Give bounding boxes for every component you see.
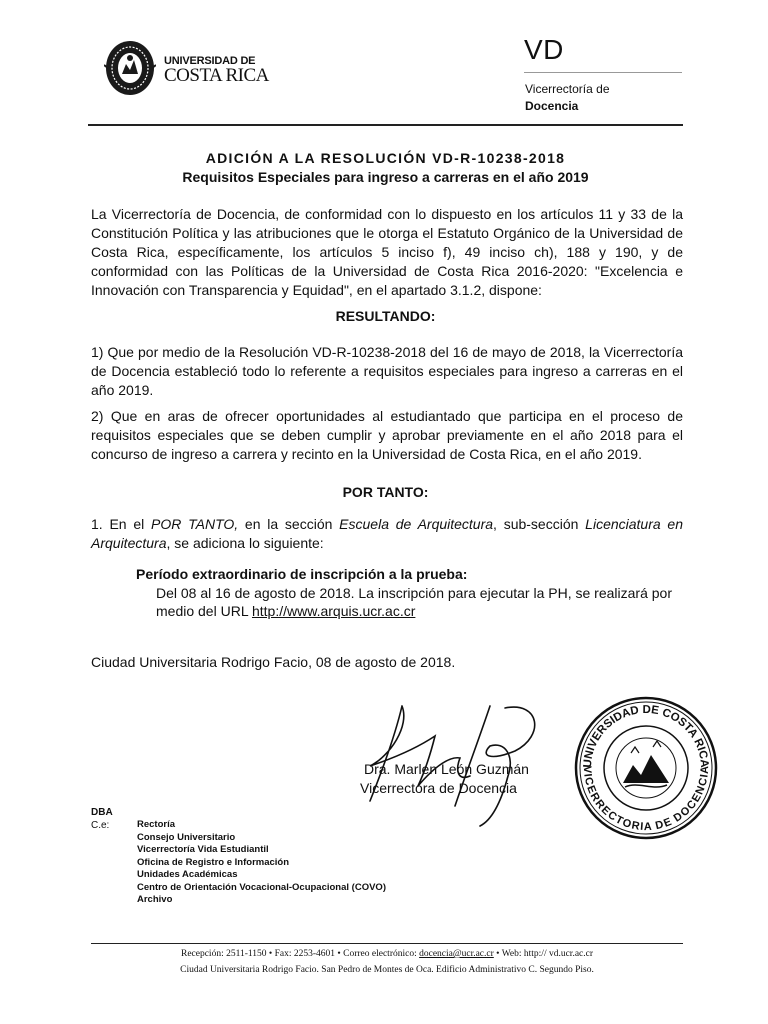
por-tanto-ref: POR TANTO, (151, 516, 239, 532)
cc-recipient: Centro de Orientación Vocacional-Ocupacional (COVO) (137, 881, 386, 893)
resultando-item-1: 1) Que por medio de la Resolución VD-R-10238-2018 del 16 de mayo de 2018, la Vicerrectoría de Docencia estableció todo lo referente a requisitos especiales para ingreso a carreras en el año 2019. (91, 344, 683, 398)
document-title: ADICIÓN A LA RESOLUCIÓN VD-R-10238-2018 (205, 150, 566, 166)
registration-url-link[interactable]: http://www.arquis.ucr.ac.cr (251, 603, 416, 619)
official-stamp (573, 695, 719, 841)
office-name-line2: Docencia (525, 99, 579, 113)
office-mark: VD (524, 34, 564, 65)
cc-recipient: Vicerrectoría Vida Estudiantil (137, 844, 269, 855)
por-tanto-text: 1. En el (91, 516, 151, 532)
period-text: Del 08 al 16 de agosto de 2018. La inscripción para ejecutar la PH, se realizará por medio del URL (156, 585, 672, 619)
author-initials: DBA (91, 807, 113, 818)
por-tanto-paragraph (91, 515, 683, 553)
resultando-item-2: 2) Que en aras de ofrecer oportunidades al estudiantado que participa en el proceso de requisitos especiales que se deben cumplir y aprobar previamente en el año 2018 para el concurso de ingreso a carrera y recinto en la Universidad de Costa Rica, en el año 2019. (91, 408, 683, 462)
footer-contact-text: Recepción: 2511-1150 • Fax: 2253-4601 • Correo electrónico: (180, 949, 420, 959)
city-date: Ciudad Universitaria Rodrigo Facio, 08 de agosto de 2018. (91, 654, 456, 670)
resultando-heading: RESULTANDO: (335, 308, 436, 324)
stamp-bottom-text: VICERRECTORIA DE DOCENCIA (580, 765, 712, 834)
por-tanto-text: , sub-sección (493, 516, 586, 532)
cc-recipient: Oficina de Registro e Información (137, 856, 290, 868)
cc-recipient: Rectoría (137, 819, 176, 830)
footer-address: Ciudad Universitaria Rodrigo Facio. San Pedro de Montes de Oca. Edificio Administrativo C. Segundo Piso. (180, 965, 594, 975)
cc-recipient: Consejo Universitario (137, 831, 236, 843)
cc-label: C.e: (91, 820, 110, 831)
intro-paragraph: La Vicerrectoría de Docencia, de conformidad con lo dispuesto en los artículos 11 y 33 de la Constitución Política y las atribuciones que le otorga el Estatuto Orgánico de la Universidad de Costa Rica, específicamente, los artículos 5 inciso f), 49 inciso ch), 188 y 190, y de conformidad con las Políticas de la Universidad de Costa Rica 2016-2020: "Excelencia e Innovación con Transparencia y Equidad", en el apartado 3.1.2, dispone: (91, 206, 683, 298)
header-divider (88, 124, 683, 126)
por-tanto-text: , se adiciona lo siguiente: (166, 535, 324, 551)
institution-name-line1: UNIVERSIDAD DE (164, 55, 256, 67)
footer-email-link[interactable]: docencia@ucr.ac.cr (419, 949, 494, 959)
section-name: Escuela de Arquitectura (339, 516, 494, 532)
por-tanto-text: en la sección (238, 516, 340, 532)
period-body (156, 584, 683, 620)
period-title: Período extraordinario de inscripción a la prueba: (136, 566, 468, 582)
por-tanto-heading: POR TANTO: (342, 484, 429, 500)
office-divider (524, 72, 682, 73)
document-subtitle: Requisitos Especiales para ingreso a carreras en el año 2019 (182, 169, 589, 185)
institution-name-line2: COSTA RICA (164, 65, 269, 86)
stamp-top-text: UNIVERSIDAD DE COSTA RICA (581, 703, 711, 769)
footer-divider (91, 943, 683, 944)
cc-recipient: Unidades Académicas (137, 869, 238, 880)
cc-list (137, 819, 386, 907)
signer-role: Vicerrectora de Docencia (360, 780, 517, 796)
footer-contact (91, 949, 683, 959)
university-seal-icon (104, 38, 156, 98)
office-name-line1: Vicerrectoría de (525, 82, 610, 96)
cc-recipient: Archivo (137, 894, 173, 905)
signer-name: Dra. Marlen León Guzmán (364, 761, 529, 777)
footer-web-text: • Web: http:// vd.ucr.ac.cr (493, 949, 594, 959)
subsection-name: Licenciatura en Arquitectura (91, 516, 683, 551)
